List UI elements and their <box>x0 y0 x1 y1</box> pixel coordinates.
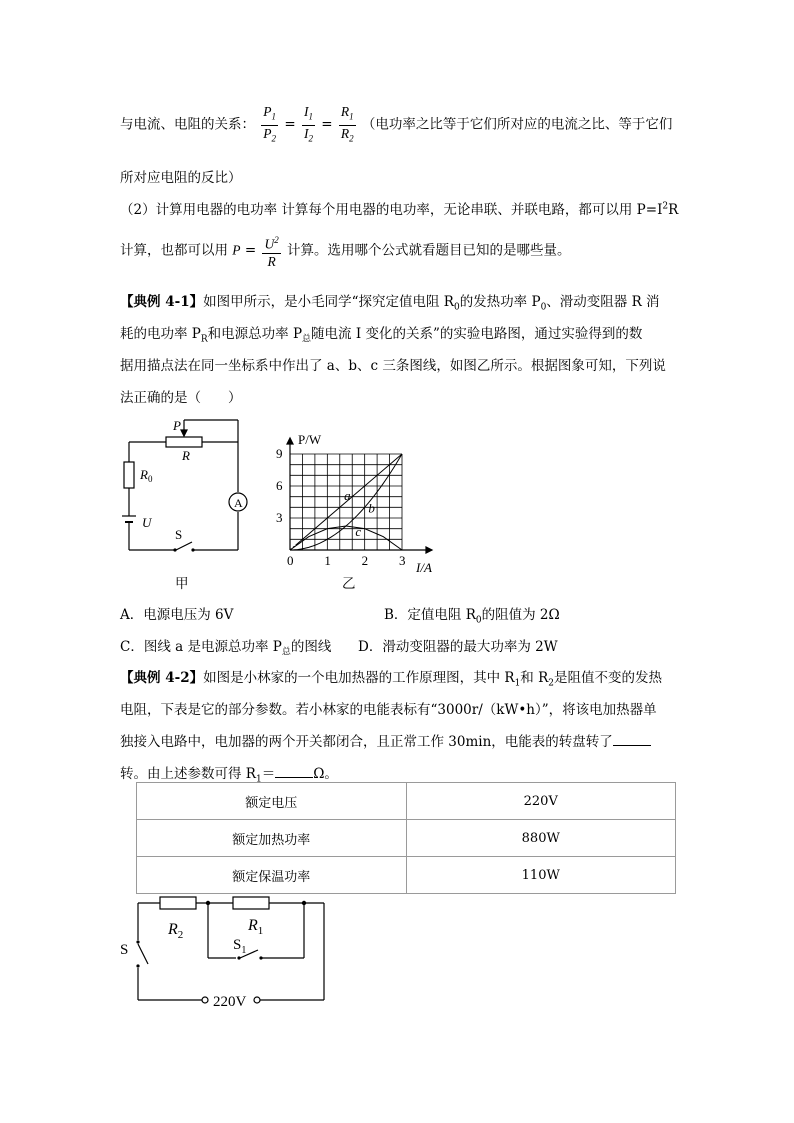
resistor-r2 <box>160 897 196 909</box>
option-b-sub: 0 <box>475 615 482 626</box>
parameter-table <box>136 782 676 894</box>
formula-note-cont: 所对应电阻的反比） <box>120 170 242 186</box>
heater-circuit-diagram <box>112 892 342 1012</box>
label-u: U <box>142 515 152 530</box>
example42-text-4a: 转。由上述参数可得 R <box>120 766 256 782</box>
table-row <box>137 783 676 820</box>
blank-revolutions[interactable] <box>613 745 651 746</box>
example41-tag: 【典例 4-1】 <box>120 294 204 310</box>
example41-sub-pr: R <box>200 334 208 345</box>
point2-tail: R <box>668 202 679 218</box>
point2-line2 <box>120 232 571 270</box>
table-cell-value: 220V <box>406 783 676 820</box>
circuit-diagram-jia <box>112 412 252 592</box>
table-cell-value: 880W <box>406 820 676 857</box>
point2-line2-prefix: 计算，也都可以用 <box>120 242 233 259</box>
label-a: A <box>234 496 243 510</box>
y-tick-label: 3 <box>276 510 283 525</box>
y-tick-label: 6 <box>276 478 283 493</box>
example41-text-2c: 随电流 I 变化的关系”的实验电路图，通过实验得到的数 <box>311 326 643 342</box>
formula-line-1 <box>120 104 672 146</box>
example41-line2 <box>120 322 642 345</box>
series-label-c: c <box>355 524 362 540</box>
example41-text-2b: 和电源总功率 P <box>207 326 303 342</box>
label-r: R <box>182 448 190 463</box>
example41-text-1b: 的发热功率 P <box>459 294 541 310</box>
label-s1-main: S <box>233 937 242 953</box>
table-row <box>137 820 676 857</box>
blank-r1-value[interactable] <box>275 777 313 778</box>
table-cell-label: 额定保温功率 <box>137 857 407 894</box>
p2-sub: 2 <box>271 133 277 144</box>
x-tick-label: 0 <box>287 553 294 568</box>
r1-sub: 1 <box>349 111 354 122</box>
example42-line1 <box>120 666 662 689</box>
point2-line1 <box>120 198 678 218</box>
junction-right <box>302 901 306 905</box>
label-r2-sub: 2 <box>177 929 184 941</box>
option-b-text: B．定值电阻 R <box>384 607 476 623</box>
s-contact-top <box>136 940 139 943</box>
table-cell-value: 110W <box>406 857 676 894</box>
fraction-r1-r2 <box>339 104 356 146</box>
example42-text-1b: 和 R <box>520 670 549 686</box>
example42-text-4c: Ω。 <box>313 766 338 782</box>
example41-sub-p0: 0 <box>540 302 547 313</box>
rheostat-body <box>166 437 202 447</box>
formula-p: P <box>232 242 241 258</box>
equals-sign: = <box>284 116 296 133</box>
power-current-chart <box>272 428 452 588</box>
u-symbol: U <box>264 236 275 252</box>
label-s1 <box>233 937 246 956</box>
point2-text: （2）计算用电器的电功率 计算每个用电器的电功率，无论串联、并联电路，都可以用 P=I <box>120 202 663 218</box>
label-r0-main: R <box>140 467 148 482</box>
resistor-r0 <box>124 462 134 488</box>
series-line-c <box>290 526 402 550</box>
label-r1 <box>247 917 263 937</box>
r2-symbol: R <box>340 125 350 141</box>
p1-sub: 1 <box>271 111 277 122</box>
example41-line1 <box>120 290 660 313</box>
terminal-right <box>254 997 260 1003</box>
y-tick-label: 9 <box>276 446 283 461</box>
series-label-a: a <box>344 487 351 503</box>
example41-line4: 法正确的是（ ） <box>120 390 242 406</box>
example41-sub-r0: 0 <box>453 302 460 313</box>
label-s1-sub: 1 <box>241 945 247 956</box>
option-c-text: C．图线 a 是电源总功率 P <box>120 639 282 655</box>
resistor-r1 <box>233 897 269 909</box>
fraction-i1-i2 <box>302 104 315 146</box>
label-r0 <box>139 467 153 484</box>
formula-note: （电功率之比等于它们所对应的电流之比、等于它们 <box>361 116 673 133</box>
switch-dot-right <box>191 548 194 551</box>
example41-sub-pz: 总 <box>302 334 312 345</box>
x-axis-arrow <box>426 547 432 553</box>
label-r1-sub: 1 <box>257 925 264 937</box>
fraction-u2-r <box>262 232 280 270</box>
fig-label-jia: 甲 <box>175 576 189 592</box>
option-c-sub: 总 <box>281 647 291 658</box>
switch-s-blade <box>176 542 192 550</box>
example42-tag: 【典例 4-2】 <box>120 670 204 686</box>
series-label-b: b <box>368 500 375 516</box>
example42-text-1a: 如图是小林家的一个电加热器的工作原理图，其中 R <box>203 670 515 686</box>
i2-symbol: I <box>303 125 309 141</box>
example42-sub-r1: 1 <box>255 774 262 785</box>
y-axis-label: P/W <box>298 432 322 447</box>
option-b-text2: 的阻值为 2Ω <box>481 607 560 623</box>
option-c-text2: 的图线 <box>290 639 332 655</box>
s1-contact-right <box>259 956 262 959</box>
label-p: P <box>173 418 181 433</box>
formula-prefix: 与电流、电阻的关系： <box>120 116 255 133</box>
r2-sub: 2 <box>349 133 354 144</box>
label-r2 <box>167 921 183 941</box>
label-s: S <box>120 942 129 958</box>
fraction-p1-p2 <box>261 104 278 146</box>
label-r0-sub: 0 <box>147 474 153 484</box>
table-cell-label: 额定加热功率 <box>137 820 407 857</box>
example42-text-3: 独接入电路中，电加器的两个开关都闭合，且正常工作 30min，电能表的转盘转了 <box>120 734 613 750</box>
r1-symbol: R <box>340 104 350 119</box>
switch-s-blade <box>138 944 148 964</box>
option-d: D．滑动变阻器的最大功率为 2W <box>358 639 558 655</box>
i1-symbol: I <box>303 104 309 119</box>
example41-text-1c: 、滑动变阻器 R 消 <box>546 294 660 310</box>
option-c <box>120 635 331 658</box>
example42-line2: 电阻，下表是它的部分参数。若小林家的电能表标有“3000r/（kW•h）”，将该电加热器单 <box>120 702 657 718</box>
example42-sub2: 2 <box>548 678 554 689</box>
x-tick-label: 3 <box>399 553 406 568</box>
switch-dot-left <box>173 548 176 551</box>
example41-line3: 据用描点法在同一坐标系中作出了 a、b、c 三条图线，如图乙所示。根据图象可知，下列说 <box>120 358 666 374</box>
x-tick-label: 2 <box>361 553 369 568</box>
point2-line2-suffix: 计算。选用哪个公式就看题目已知的是哪些量。 <box>287 242 571 259</box>
table-row <box>137 857 676 894</box>
point2-sup: 2 <box>662 201 669 212</box>
x-tick-label: 1 <box>324 553 331 568</box>
label-r2-main: R <box>168 921 178 938</box>
example42-line3 <box>120 730 651 750</box>
junction-left <box>206 901 210 905</box>
example42-text-1c: 是阻值不变的发热 <box>554 670 662 686</box>
i2-sub: 2 <box>308 133 313 144</box>
example41-text-2a: 耗的电功率 P <box>120 326 201 342</box>
x-axis-label: I/A <box>416 560 432 575</box>
fig-label-yi: 乙 <box>342 576 356 592</box>
p2-symbol: P <box>263 125 272 141</box>
table-cell-label: 额定电压 <box>137 783 407 820</box>
s1-contact-left <box>237 956 240 959</box>
r-symbol: R <box>267 253 276 269</box>
example41-text-1a: 如图甲所示，是小毛同学“探究定值电阻 R <box>203 294 454 310</box>
i1-sub: 1 <box>308 111 313 122</box>
s-contact-bottom <box>136 964 139 967</box>
formula-eq: = <box>244 242 257 259</box>
equals-sign-2: = <box>321 116 333 133</box>
label-r1-main: R <box>248 917 258 934</box>
series-line-a <box>296 454 402 545</box>
label-220v: 220V <box>213 994 247 1010</box>
option-a: A．电源电压为 6V <box>120 607 234 623</box>
p1-symbol: P <box>263 104 272 119</box>
u-sup: 2 <box>274 235 279 245</box>
label-s: S <box>175 527 183 542</box>
option-b <box>384 603 560 626</box>
y-axis-arrow <box>287 438 293 444</box>
chart-series <box>290 454 402 550</box>
slider-arrow <box>181 430 187 436</box>
example42-sub1: 1 <box>514 678 521 689</box>
example42-text-4b: ＝ <box>261 766 276 782</box>
terminal-left <box>202 997 208 1003</box>
